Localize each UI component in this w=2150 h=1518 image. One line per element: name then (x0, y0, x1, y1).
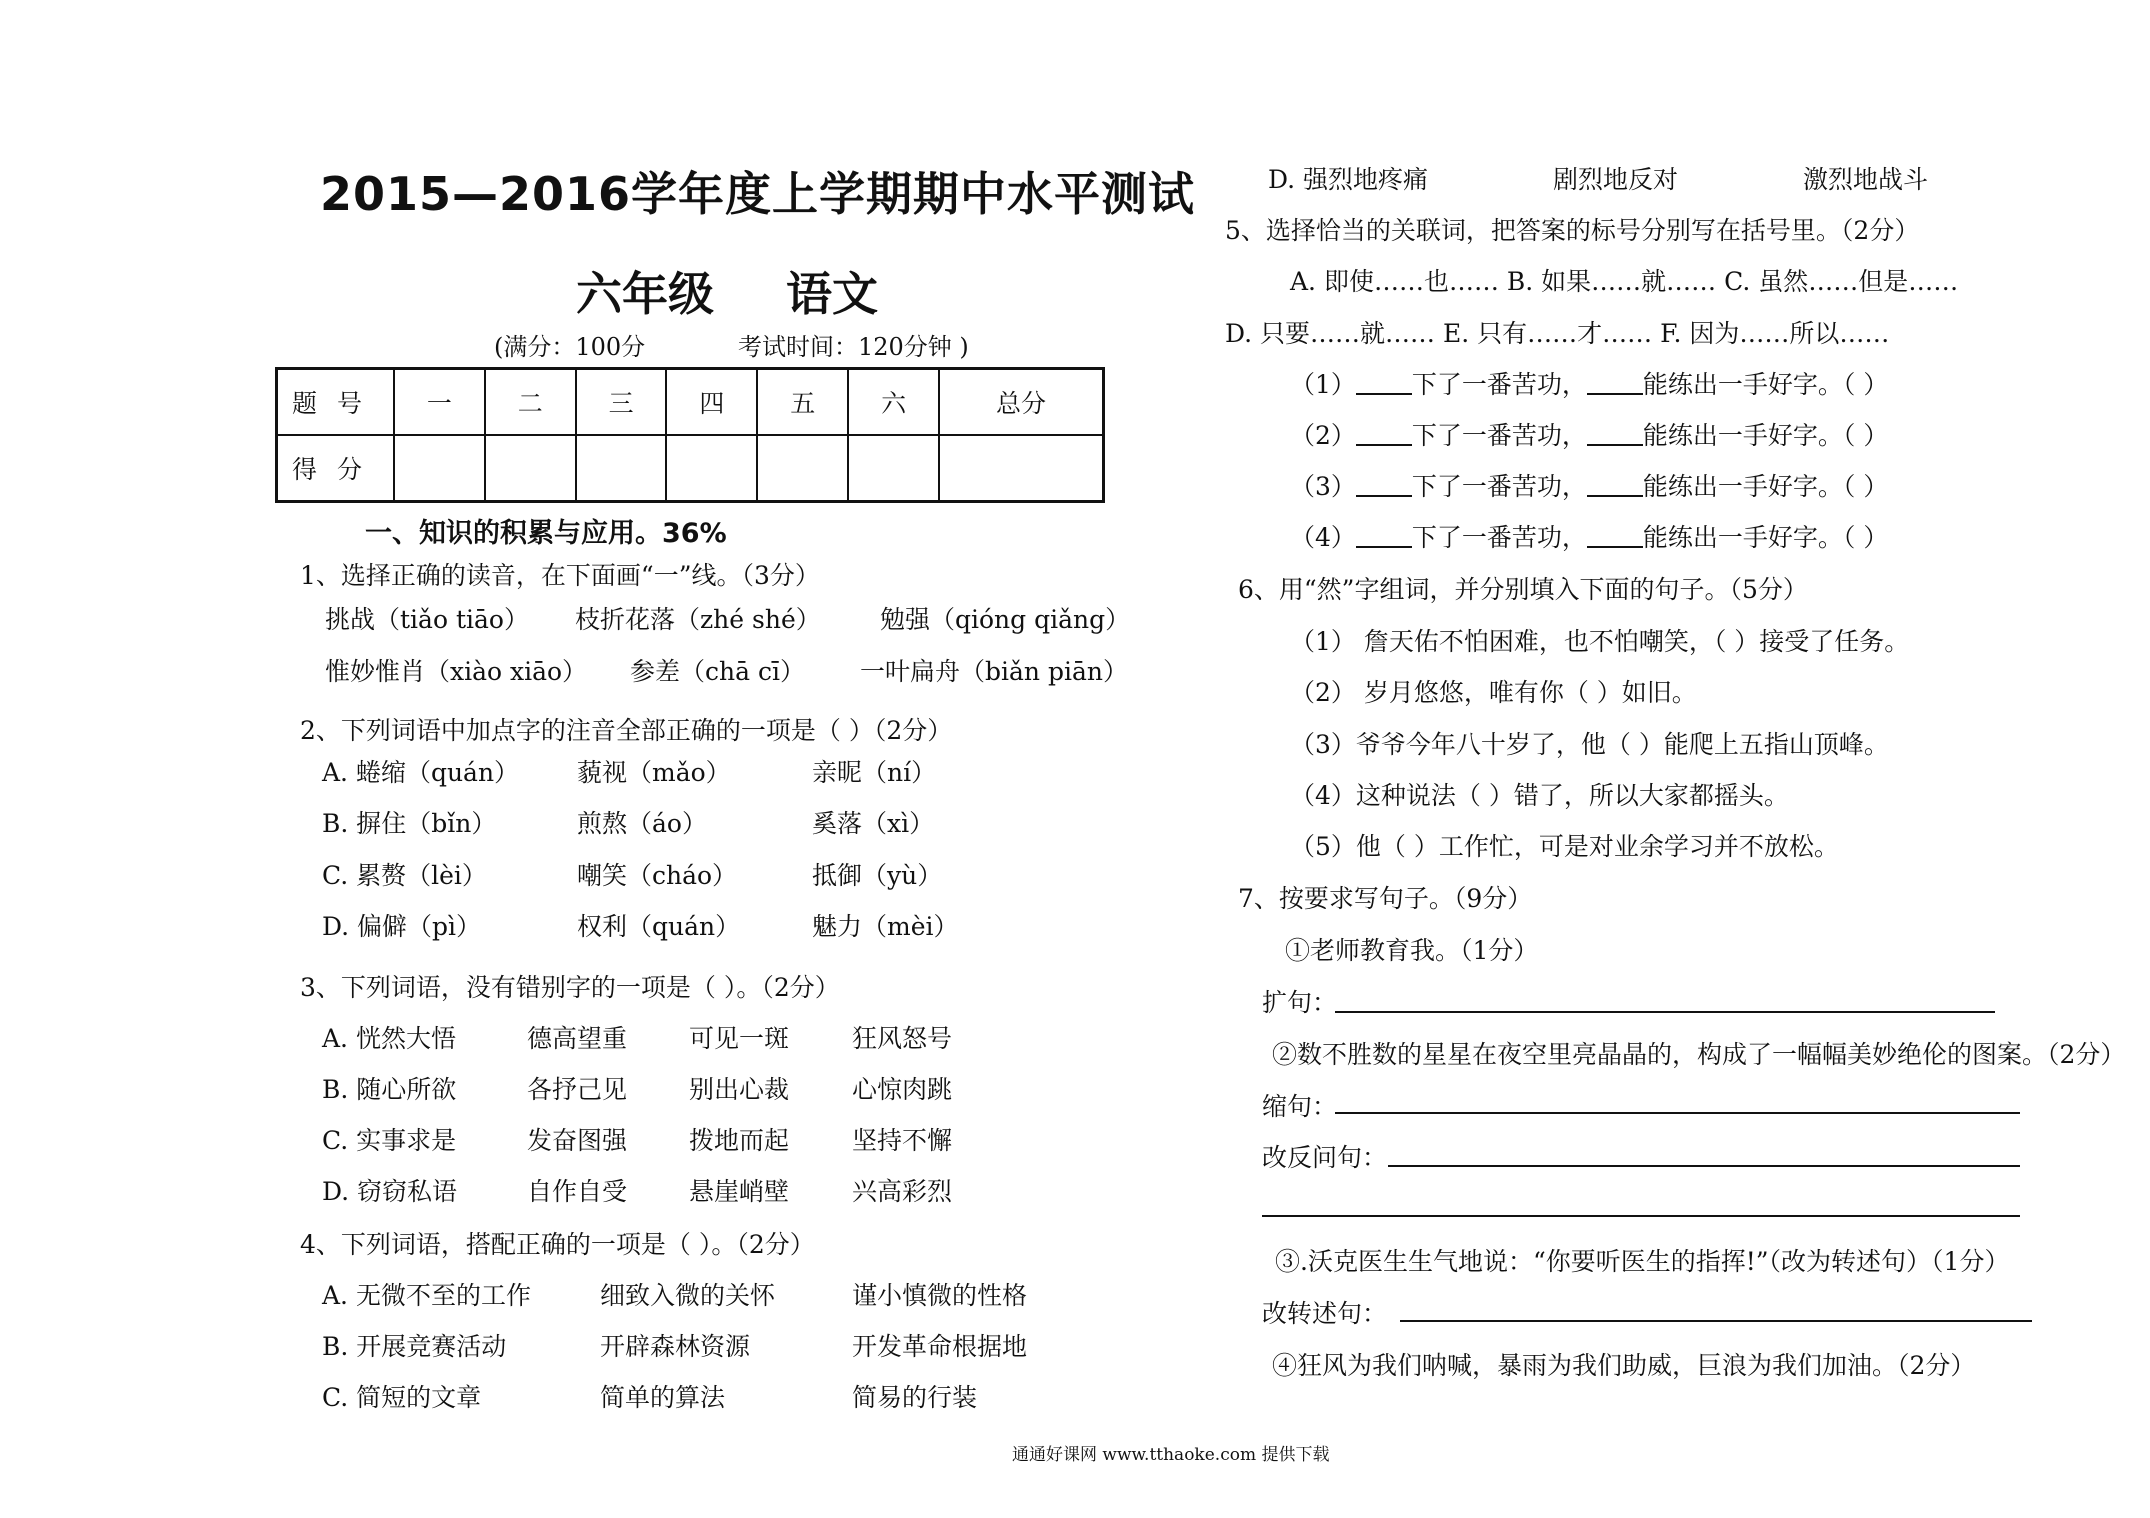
q5-choices-1: A. 即使……也…… B. 如果……就…… C. 虽然……但是…… (1290, 267, 1959, 296)
q5-item-number: （2） (1290, 421, 1356, 450)
row-label-question-number: 题 号 (277, 369, 395, 436)
fill-blank[interactable] (1587, 546, 1643, 548)
q4-stem: 4、下列词语，搭配正确的一项是（ ）。（2分） (300, 1230, 815, 1259)
q2-word: A. 蜷缩（quán） (322, 758, 520, 787)
q4-phrase: 谨小慎微的性格 (852, 1281, 1028, 1310)
fill-blank[interactable] (1587, 444, 1643, 446)
q3-word: 心惊肉跳 (852, 1075, 953, 1104)
q4-phrase: 激烈地战斗 (1803, 165, 1929, 194)
q4-phrase: C. 简短的文章 (322, 1383, 482, 1412)
q5-item (1290, 365, 1888, 401)
q3-word: 狂风怒号 (852, 1024, 953, 1053)
fill-blank[interactable] (1587, 495, 1643, 497)
q3-word: D. 窃窃私语 (322, 1177, 458, 1206)
fill-blank[interactable] (1356, 393, 1412, 395)
q5-item-number: （4） (1290, 523, 1356, 552)
fill-blank[interactable] (1356, 546, 1412, 548)
q2-word: C. 累赘（lèi） (322, 861, 487, 890)
q4-phrase: 开辟森林资源 (600, 1332, 751, 1361)
q5-item-text: 下了一番苦功， (1411, 370, 1587, 399)
q1-item: 参差（chā cī） (630, 657, 805, 686)
q7-sentence-2: ②数不胜数的星星在夜空里亮晶晶的，构成了一幅幅美妙绝伦的图案。（2分） (1272, 1040, 2126, 1069)
q2-word: 藐视（mǎo） (577, 758, 731, 787)
q2-word: 魅力（mèi） (812, 912, 959, 941)
q5-item-text: 能练出一手好字。（ ） (1642, 370, 1889, 399)
q3-word: 可见一斑 (689, 1024, 790, 1053)
q1-item: 枝折花落（zhé shé） (575, 605, 821, 634)
q1-item: 一叶扁舟（biǎn piān） (860, 657, 1128, 686)
score-cell[interactable] (485, 435, 576, 502)
q2-word: 嘲笑（cháo） (577, 861, 738, 890)
q4-phrase: 剧烈地反对 (1553, 165, 1679, 194)
subject-label: 语文 (786, 267, 878, 321)
q5-choices-2: D. 只要……就…… E. 只有……才…… F. 因为……所以…… (1225, 319, 1890, 348)
q4-phrase: 细致入微的关怀 (600, 1281, 776, 1310)
answer-line[interactable] (1388, 1165, 2020, 1167)
section-title: 一、知识的积累与应用。36% (365, 518, 727, 549)
q6-item: （4）这种说法（ ）错了，所以大家都摇头。 (1290, 781, 1789, 810)
q6-item: （3）爷爷今年八十岁了，他（ ）能爬上五指山顶峰。 (1290, 730, 1889, 759)
q5-item-text: 能练出一手好字。（ ） (1642, 421, 1889, 450)
footer-credit: 通通好课网 www.tthaoke.com 提供下载 (1012, 1445, 1330, 1465)
col-1: 一 (394, 369, 485, 436)
q5-item-text: 下了一番苦功， (1411, 472, 1587, 501)
q5-item-text: 能练出一手好字。（ ） (1642, 523, 1889, 552)
score-table (275, 367, 1105, 503)
q5-item-number: （1） (1290, 370, 1356, 399)
q2-word: B. 摒住（bǐn） (322, 809, 497, 838)
col-3: 三 (576, 369, 667, 436)
q4-phrase: 开发革命根据地 (852, 1332, 1028, 1361)
col-5: 五 (757, 369, 848, 436)
q1-item: 惟妙惟肖（xiào xiāo） (325, 657, 588, 686)
q2-word: 亲昵（ní） (812, 758, 937, 787)
q3-word: 拨地而起 (689, 1126, 790, 1155)
q5-item (1290, 416, 1888, 452)
q3-word: 坚持不懈 (852, 1126, 953, 1155)
q3-stem: 3、下列词语，没有错别字的一项是（ ）。（2分） (300, 973, 840, 1002)
grade-label: 六年级 (576, 267, 714, 321)
score-cell[interactable] (757, 435, 848, 502)
q7-label-indirect: 改转述句： (1262, 1299, 1388, 1328)
answer-line[interactable] (1400, 1320, 2032, 1322)
q6-stem: 6、用“然”字组词，并分别填入下面的句子。（5分） (1238, 575, 1808, 604)
q3-word: 各抒己见 (527, 1075, 628, 1104)
q3-word: 发奋图强 (527, 1126, 628, 1155)
q6-item: （1） 詹天佑不怕困难，也不怕嘲笑，（ ）接受了任务。 (1290, 627, 1910, 656)
q3-word: 悬崖峭壁 (689, 1177, 790, 1206)
q3-word: A. 恍然大悟 (322, 1024, 456, 1053)
full-score: (满分：100分 (494, 333, 646, 361)
q7-stem: 7、按要求写句子。（9分） (1238, 884, 1533, 913)
q5-stem: 5、选择恰当的关联词，把答案的标号分别写在括号里。（2分） (1225, 216, 1920, 245)
q2-word: 奚落（xì） (812, 809, 935, 838)
score-cell-total[interactable] (939, 435, 1104, 502)
col-2: 二 (485, 369, 576, 436)
q7-label-rhetorical: 改反问句： (1262, 1143, 1388, 1172)
q7-label-shorten: 缩句： (1262, 1092, 1338, 1121)
q5-item-text: 下了一番苦功， (1411, 523, 1587, 552)
q5-item (1290, 518, 1888, 554)
score-cell[interactable] (666, 435, 757, 502)
fill-blank[interactable] (1356, 495, 1412, 497)
score-cell[interactable] (848, 435, 939, 502)
q4-phrase: 简易的行装 (852, 1383, 978, 1412)
q1-item: 挑战（tiǎo tiāo） (325, 605, 529, 634)
q3-word: 德高望重 (527, 1024, 628, 1053)
col-total: 总分 (939, 369, 1104, 436)
row-label-score: 得 分 (277, 435, 395, 502)
q5-item-text: 下了一番苦功， (1411, 421, 1587, 450)
exam-time: 考试时间：120分钟 ) (738, 333, 969, 361)
answer-line[interactable] (1335, 1112, 2020, 1114)
q7-sentence-4: ④狂风为我们呐喊，暴雨为我们助威，巨浪为我们加油。（2分） (1272, 1351, 1976, 1380)
q3-word: B. 随心所欲 (322, 1075, 457, 1104)
exam-title: 2015—2016学年度上学期期中水平测试 (320, 167, 1196, 221)
q3-word: 别出心裁 (689, 1075, 790, 1104)
q2-word: 权利（quán） (577, 912, 741, 941)
fill-blank[interactable] (1356, 444, 1412, 446)
score-cell[interactable] (576, 435, 667, 502)
q5-item-number: （3） (1290, 472, 1356, 501)
fill-blank[interactable] (1587, 393, 1643, 395)
q3-word: 自作自受 (527, 1177, 628, 1206)
q5-item (1290, 467, 1888, 503)
q2-stem: 2、下列词语中加点字的注音全部正确的一项是（ ）（2分） (300, 716, 953, 745)
score-cell[interactable] (394, 435, 485, 502)
q6-item: （5）他（ ）工作忙，可是对业余学习并不放松。 (1290, 832, 1839, 861)
q3-word: 兴高彩烈 (852, 1177, 953, 1206)
q1-item: 勉强（qióng qiǎng） (880, 605, 1131, 634)
q6-item: （2） 岁月悠悠，唯有你（ ）如旧。 (1290, 678, 1697, 707)
q7-sentence-3: ③.沃克医生生气地说：“你要听医生的指挥!”（改为转述句）（1分） (1275, 1247, 2010, 1276)
answer-line[interactable] (1262, 1215, 2020, 1217)
col-4: 四 (666, 369, 757, 436)
q5-item-text: 能练出一手好字。（ ） (1642, 472, 1889, 501)
q4-phrase: 简单的算法 (600, 1383, 726, 1412)
q7-label-expand: 扩句： (1262, 988, 1338, 1017)
q2-word: 煎熬（áo） (577, 809, 707, 838)
q4-phrase: D. 强烈地疼痛 (1268, 165, 1429, 194)
q1-stem: 1、选择正确的读音，在下面画“一”线。（3分） (300, 561, 820, 590)
answer-line[interactable] (1335, 1011, 1995, 1013)
q7-sentence-1: ①老师教育我。（1分） (1285, 936, 1539, 965)
q4-phrase: A. 无微不至的工作 (322, 1281, 531, 1310)
q3-word: C. 实事求是 (322, 1126, 457, 1155)
q2-word: 抵御（yù） (812, 861, 943, 890)
q4-phrase: B. 开展竞赛活动 (322, 1332, 507, 1361)
q2-word: D. 偏僻（pì） (322, 912, 482, 941)
col-6: 六 (848, 369, 939, 436)
